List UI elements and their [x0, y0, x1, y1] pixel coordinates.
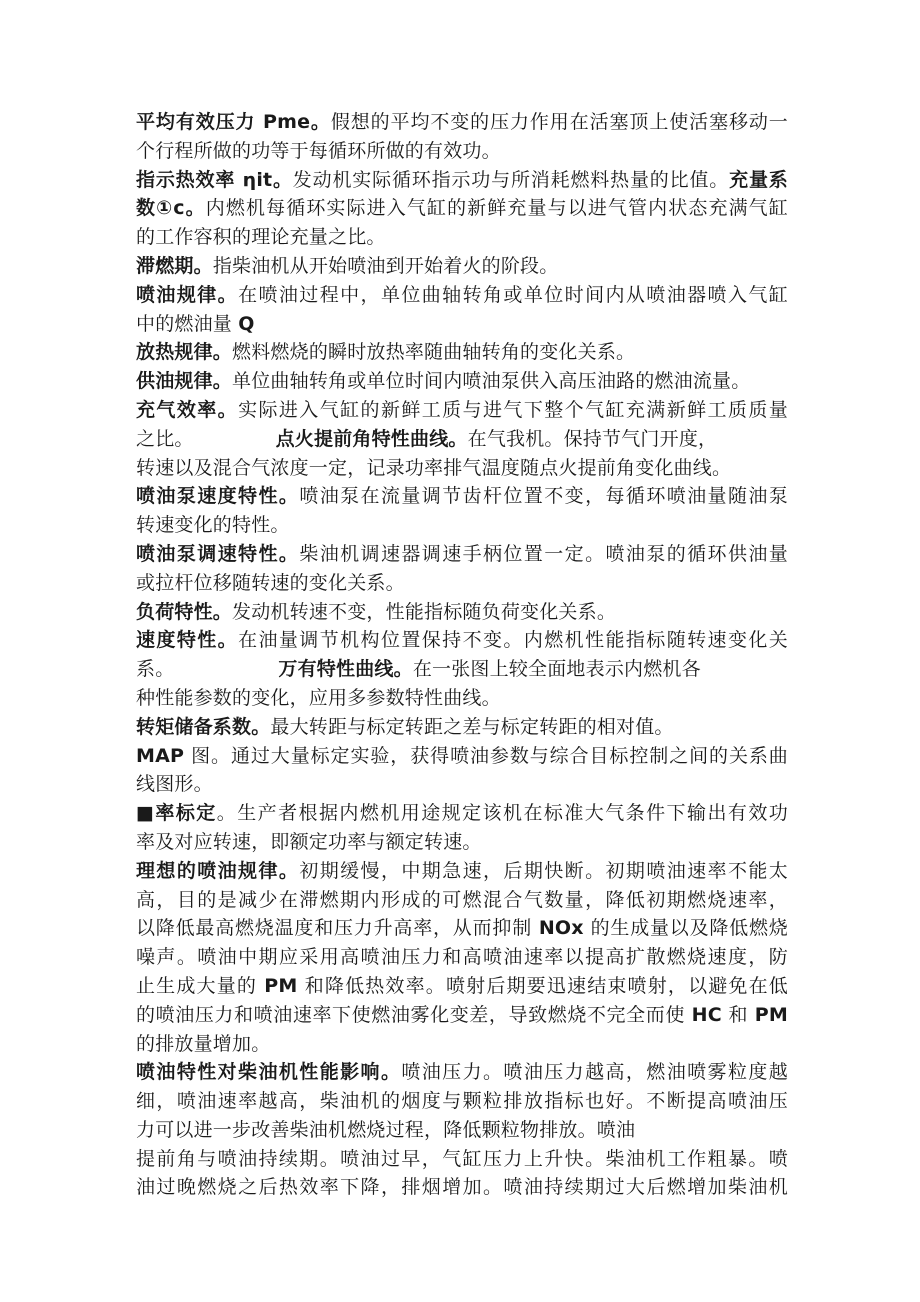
text-line — [136, 1145, 788, 1174]
body-text: 率及对应转速，即额定功率与额定转速。 — [136, 830, 482, 853]
text-line — [136, 684, 788, 713]
text-line — [136, 338, 788, 367]
text-line — [136, 1116, 788, 1145]
body-text: 或拉杆位移随转速的变化关系。 — [136, 571, 405, 594]
text-line — [136, 914, 788, 943]
text-line — [136, 713, 788, 742]
text-line — [136, 799, 788, 828]
document-page — [136, 108, 788, 1202]
text-line — [136, 108, 788, 137]
body-text: 的生成量以及降低燃烧 — [583, 917, 788, 940]
body-text: 止生成大量的 — [136, 974, 265, 997]
body-text: 在油量调节机构位置保持不变。内燃机性能指标随转速变化关 — [238, 629, 788, 652]
body-text: 发动机实际循环指示功与所消耗燃料热量的比值。 — [292, 168, 730, 191]
term-heading: 速度特性。 — [136, 629, 239, 652]
text-line — [136, 166, 788, 195]
body-text: 图。通过大量标定实验，获得喷油参数与综合目标控制之间的关系曲 — [184, 744, 788, 767]
text-line — [136, 223, 788, 252]
body-text: 提前角与喷油持续期。喷油过早，气缸压力上升快。柴油机工作粗暴。喷 — [136, 1147, 788, 1170]
term-heading: 滞燃期。 — [136, 254, 213, 277]
term-heading: 喷油特性对柴油机性能影响。 — [136, 1061, 402, 1084]
text-line — [136, 972, 788, 1001]
body-text: 实际进入气缸的新鲜工质与进气下整个气缸充满新鲜工质质量 — [238, 398, 788, 421]
body-text: 转速以及混合气浓度一定，记录功率排气温度随点火提前角变化曲线。 — [136, 456, 732, 479]
text-line — [136, 540, 788, 569]
body-text: 在气我机。保持节气门开度， — [467, 427, 718, 450]
term-heading: PM — [264, 974, 298, 997]
text-line — [136, 310, 788, 339]
body-text: 中的燃油量 — [136, 312, 239, 335]
term-heading: 点火提前角特性曲线。 — [275, 427, 468, 450]
term-heading: 数①c。 — [136, 197, 206, 220]
body-text: 高，目的是减少在滞燃期内形成的可燃混合气数量，降低初期燃烧速率， — [136, 888, 788, 911]
body-text: 力可以进一步改善柴油机燃烧过程，降低颗粒物排放。喷油 — [136, 1118, 636, 1141]
text-line — [136, 367, 788, 396]
term-heading: 万有特性曲线。 — [278, 658, 413, 681]
term-heading: ■率标定 — [136, 802, 217, 825]
text-line — [136, 252, 788, 281]
body-text: 以降低最高燃烧温度和压力升高率，从而抑制 — [136, 917, 539, 940]
body-text: 。生产者根据内燃机用途规定该机在标准大气条件下输出有效功 — [216, 802, 788, 825]
body-text: 在一张图上较全面地表示内燃机各 — [412, 658, 701, 681]
term-heading: 喷油泵速度特性。 — [136, 485, 300, 508]
body-text: 假想的平均不变的压力作用在活塞顶上使活塞移动一 — [330, 111, 788, 133]
text-line — [136, 137, 788, 166]
term-heading: NOx — [538, 917, 584, 940]
body-text: 燃料燃烧的瞬时放热率随曲轴转角的变化关系。 — [232, 341, 636, 364]
body-text: 内燃机每循环实际进入气缸的新鲜充量与以进气管内状态充满气缸 — [205, 197, 788, 220]
text-line — [136, 1087, 788, 1116]
body-text: 细，喷油速率越高，柴油机的烟度与颗粒排放指标也好。不断提高喷油压 — [136, 1090, 788, 1113]
body-text: 单位曲轴转角或单位时间内喷油泵供入高压油路的燃油流量。 — [232, 370, 751, 393]
body-text: 之比。 — [136, 427, 194, 450]
body-text: 喷油泵在流量调节齿杆位置不变，每循环喷油量随油泵 — [299, 485, 788, 508]
text-line — [136, 857, 788, 886]
body-text: 发动机转速不变，性能指标随负荷变化关系。 — [232, 600, 617, 623]
term-heading: 理想的喷油规律。 — [136, 859, 300, 882]
body-text: 的喷油压力和喷油速率下使燃油雾化变差，导致燃烧不完全而使 — [136, 1003, 692, 1026]
term-heading: 负荷特性。 — [136, 600, 233, 623]
body-text: 线图形。 — [136, 773, 213, 796]
text-line — [136, 454, 788, 483]
body-text: 最大转距与标定转距之差与标定转距的相对值。 — [270, 715, 674, 738]
text-line — [136, 1030, 788, 1059]
body-text: 指柴油机从开始喷油到开始着火的阶段。 — [212, 254, 559, 277]
term-heading: 充量系 — [729, 168, 788, 191]
body-text: 的排放量增加。 — [136, 1032, 271, 1055]
text-line — [136, 1058, 788, 1087]
body-text: 转速变化的特性。 — [136, 514, 290, 537]
text-line — [136, 281, 788, 310]
text-line — [136, 655, 788, 684]
body-text: 喷油压力。喷油压力越高，燃油喷雾粒度越 — [401, 1061, 788, 1084]
text-line — [136, 742, 788, 771]
text-line — [136, 396, 788, 425]
text-line — [136, 598, 788, 627]
text-line — [136, 886, 788, 915]
body-text: 柴油机调速器调速手柄位置一定。喷油泵的循环供油量 — [299, 542, 788, 565]
text-line — [136, 626, 788, 655]
body-text: 的工作容积的理论充量之比。 — [136, 226, 386, 249]
body-text: 和 — [721, 1003, 755, 1026]
body-text: 系。 — [136, 658, 175, 681]
body-text: 个行程所做的功等于每循环所做的有效功。 — [136, 139, 501, 162]
term-heading: 指示热效率 ηit。 — [136, 168, 293, 191]
term-heading: 充气效率。 — [136, 398, 239, 421]
text-line — [136, 569, 788, 598]
body-text: 在喷油过程中，单位曲轴转角或单位时间内从喷油器喷入气缸 — [238, 283, 788, 306]
term-heading: MAP — [136, 744, 185, 767]
text-line — [136, 828, 788, 857]
body-text: 噪声。喷油中期应采用高喷油压力和高喷油速率以提高扩散燃烧速度，防 — [136, 946, 788, 969]
text-line — [136, 943, 788, 972]
term-heading: HC — [691, 1003, 722, 1026]
text-line — [136, 1173, 788, 1202]
term-heading: PM — [754, 1003, 788, 1026]
term-heading: 放热规律。 — [136, 341, 233, 364]
text-line — [136, 1001, 788, 1030]
term-heading: 喷油泵调速特性。 — [136, 542, 300, 565]
term-heading: 喷油规律。 — [136, 283, 239, 306]
text-line — [136, 511, 788, 540]
text-line — [136, 194, 788, 223]
body-text: 油过晚燃烧之后热效率下降，排烟增加。喷油持续期过大后燃增加柴油机 — [136, 1176, 788, 1199]
body-text: 和降低热效率。喷射后期要迅速结束喷射，以避免在低 — [297, 974, 788, 997]
term-heading: Q — [238, 312, 255, 335]
body-text: 初期缓慢，中期急速，后期快断。初期喷油速率不能太 — [299, 859, 788, 882]
text-line — [136, 770, 788, 799]
text-line — [136, 482, 788, 511]
text-line — [136, 425, 788, 454]
term-heading: 平均有效压力 Pme。 — [136, 111, 331, 133]
term-heading: 供油规律。 — [136, 370, 233, 393]
term-heading: 转矩储备系数。 — [136, 715, 271, 738]
body-text: 种性能参数的变化，应用多参数特性曲线。 — [136, 686, 501, 709]
